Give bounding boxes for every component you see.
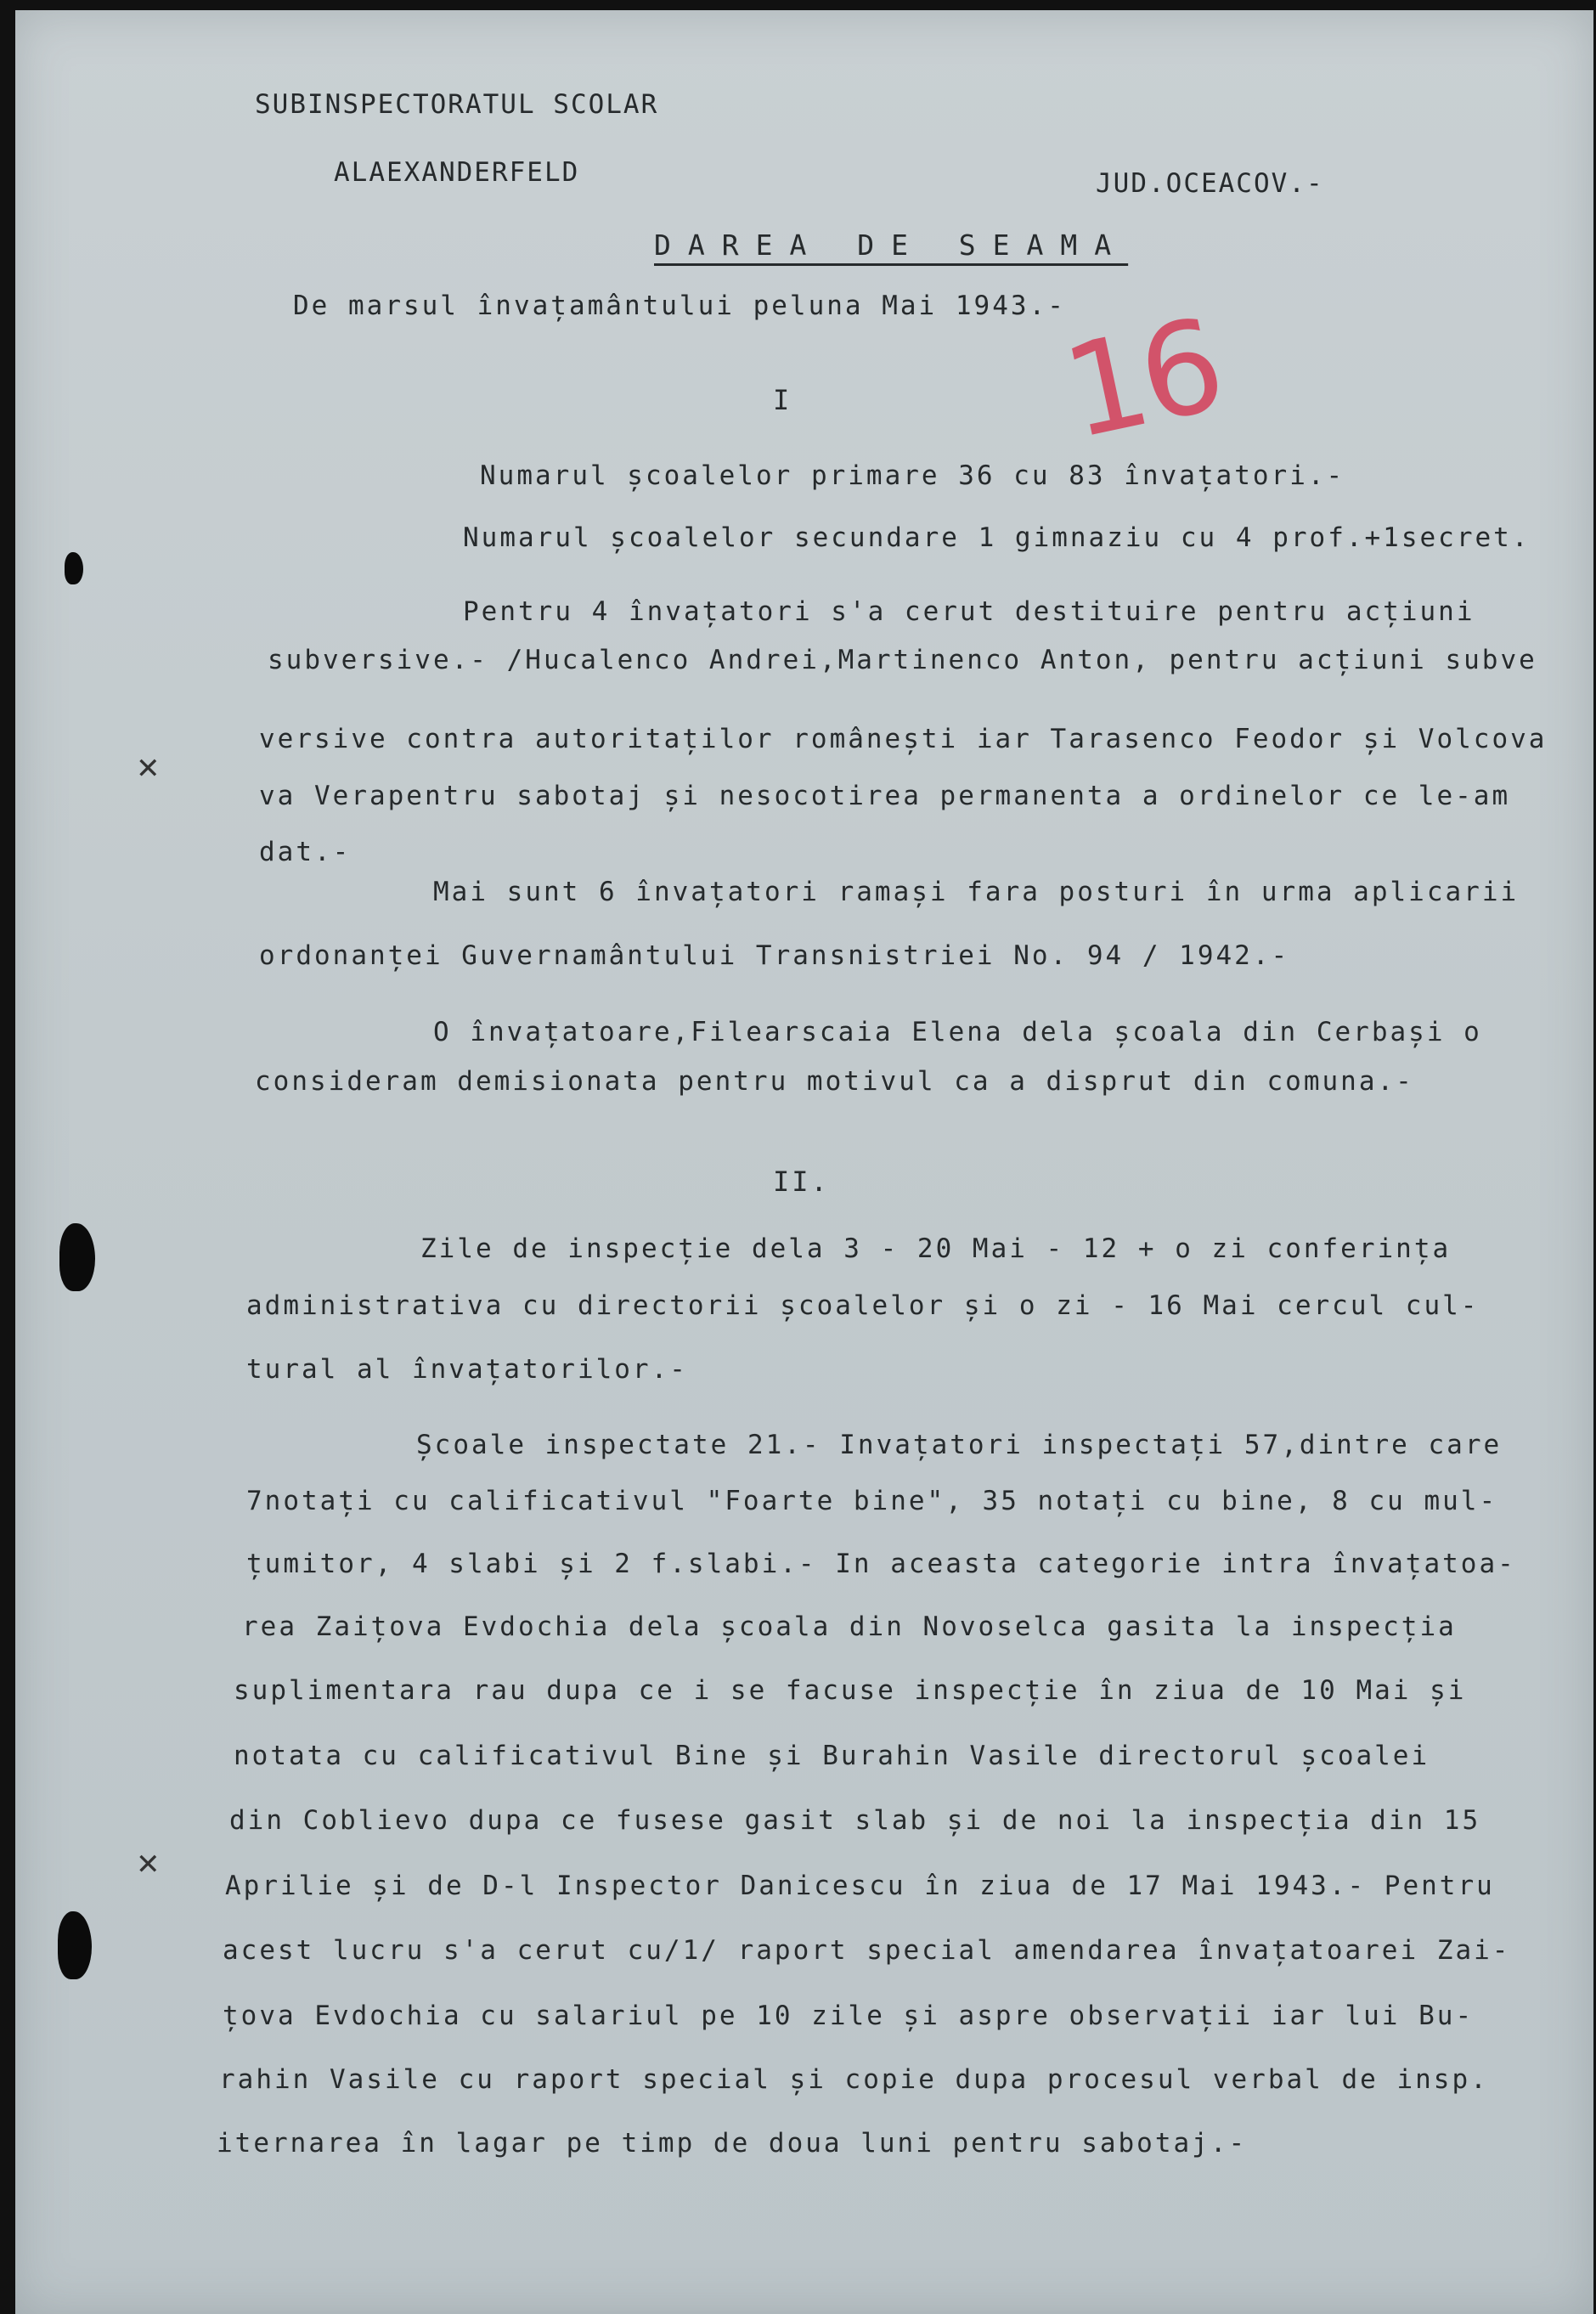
document-page	[15, 10, 1593, 2314]
staple-mark: ✕	[136, 1848, 161, 1882]
text-line: Pentru 4 învațatori s'a cerut destituire pentru acțiuni	[463, 596, 1475, 627]
text-line: țumitor, 4 slabi și 2 f.slabi.- In aceasta categorie intra învațatoa-	[246, 1549, 1516, 1579]
text-line: rea Zaițova Evdochia dela școala din Novoselca gasita la inspecția	[242, 1611, 1457, 1642]
text-line: notata cu calificativul Bine și Burahin Vasile directorul școalei	[234, 1741, 1430, 1771]
office-name: SUBINSPECTORATUL SCOLAR	[255, 89, 659, 120]
section-numeral: II.	[773, 1165, 830, 1198]
text-line: dat.-	[259, 837, 352, 867]
text-line: Mai sunt 6 învațatori ramași fara posturi în urma aplicarii	[433, 877, 1520, 907]
document-title: DAREA DE SEAMA	[654, 229, 1129, 262]
text-line: Zile de inspecție dela 3 - 20 Mai - 12 + o zi conferința	[420, 1233, 1452, 1264]
punch-hole	[59, 1223, 95, 1291]
text-line: Numarul școalelor secundare 1 gimnaziu cu 4 prof.+1secret.	[463, 522, 1531, 553]
text-line: Școale inspectate 21.- Invațatori inspectați 57,dintre care	[416, 1430, 1503, 1460]
document-subtitle: De marsul învațamântului peluna Mai 1943.-	[293, 291, 1066, 321]
text-line: subversive.- /Hucalenco Andrei,Martinenco Anton, pentru acțiuni subve	[268, 645, 1537, 675]
text-line: consideram demisionata pentru motivul ca a disprut din comuna.-	[255, 1066, 1414, 1097]
text-line: Aprilie și de D-l Inspector Danicescu în ziua de 17 Mai 1943.- Pentru	[225, 1871, 1495, 1901]
section-numeral: I	[773, 384, 792, 416]
text-line: 7notați cu calificativul "Foarte bine", 35 notați cu bine, 8 cu mul-	[246, 1486, 1498, 1516]
staple-mark: ✕	[136, 752, 161, 786]
county-name: JUD.OCEACOV.-	[1096, 168, 1324, 199]
text-line: administrativa cu directorii școalelor și o zi - 16 Mai cercul cul-	[246, 1290, 1480, 1321]
folio-number: 16	[1052, 291, 1232, 468]
text-line: țova Evdochia cu salariul pe 10 zile și aspre observații iar lui Bu-	[223, 2001, 1475, 2031]
text-line: rahin Vasile cu raport special și copie dupa procesul verbal de insp.	[219, 2064, 1489, 2095]
town-name: ALAEXANDERFELD	[334, 157, 580, 188]
text-line: O învațatoare,Filearscaia Elena dela școala din Cerbași o	[433, 1017, 1482, 1047]
text-line: versive contra autoritaților românești iar Tarasenco Feodor și Volcova	[259, 724, 1548, 754]
text-line: iternarea în lagar pe timp de doua luni pentru sabotaj.-	[217, 2128, 1248, 2159]
text-line: Numarul școalelor primare 36 cu 83 învațatori.-	[480, 460, 1345, 491]
text-line: ordonanței Guvernamântului Transnistriei No. 94 / 1942.-	[259, 940, 1290, 971]
text-line: tural al învațatorilor.-	[246, 1354, 688, 1385]
text-line: din Coblievo dupa ce fusese gasit slab și de noi la inspecția din 15	[229, 1805, 1481, 1836]
punch-hole	[58, 1911, 92, 1979]
punch-hole	[65, 552, 83, 584]
text-line: suplimentara rau dupa ce i se facuse inspecție în ziua de 10 Mai și	[234, 1675, 1467, 1706]
text-line: acest lucru s'a cerut cu/1/ raport special amendarea învațatoarei Zai-	[223, 1935, 1511, 1966]
text-line: va Verapentru sabotaj și nesocotirea permanenta a ordinelor ce le-am	[259, 781, 1511, 811]
